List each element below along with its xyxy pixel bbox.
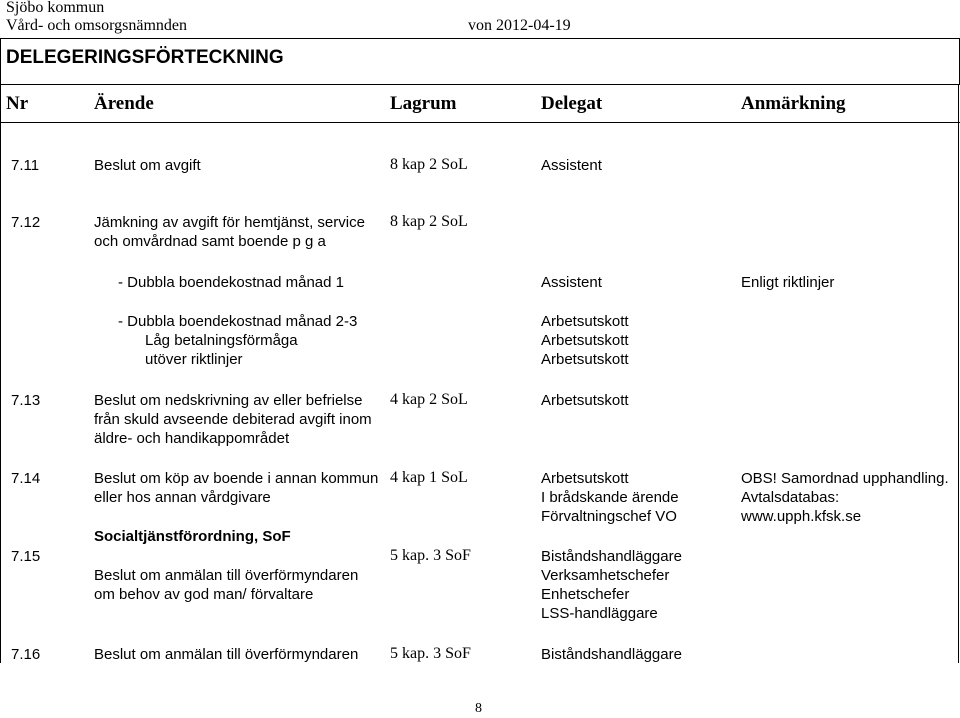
row-7-12a-delegat: Assistent — [541, 274, 602, 291]
row-7-12a-arende: - Dubbla boendekostnad månad 1 — [118, 274, 344, 291]
org-name: Sjöbo kommun — [6, 0, 105, 16]
row-7-12b-arende-line3: utöver riktlinjer — [145, 351, 243, 368]
row-7-12b-arende-line2: Låg betalningsförmåga — [145, 332, 298, 349]
row-7-11-lagrum: 8 kap 2 SoL — [390, 156, 468, 173]
row-7-11-delegat: Assistent — [541, 157, 602, 174]
header-top-border — [0, 84, 960, 85]
body-right-border — [958, 122, 959, 663]
row-7-14-anmarkning-line1: OBS! Samordnad upphandling. — [741, 470, 949, 487]
row-7-14-anmarkning-line3: www.upph.kfsk.se — [741, 508, 862, 525]
row-7-13-arende-line3: äldre- och handikappområdet — [94, 430, 290, 447]
row-7-12-nr: 7.12 — [11, 214, 41, 231]
row-7-14-arende-line1: Beslut om köp av boende i annan kommun — [94, 470, 379, 487]
column-header-anmarkning: Anmärkning — [741, 93, 846, 114]
row-7-14-anmarkning-line2: Avtalsdatabas: — [741, 489, 840, 506]
row-7-15-arende-line1: Beslut om anmälan till överförmyndaren — [94, 567, 359, 584]
row-7-12a-anmarkning: Enligt riktlinjer — [741, 274, 835, 291]
row-7-13-nr: 7.13 — [11, 392, 41, 409]
row-7-14-delegat-line3: Förvaltningschef VO — [541, 508, 677, 525]
row-7-15-delegat-line1: Biståndshandläggare — [541, 548, 682, 565]
document-date: von 2012-04-19 — [468, 17, 571, 34]
header-left-border — [0, 84, 1, 123]
row-7-15-delegat-line3: Enhetschefer — [541, 586, 630, 603]
column-header-nr: Nr — [6, 93, 29, 114]
row-7-12b-delegat-line1: Arbetsutskott — [541, 313, 629, 330]
column-header-lagrum: Lagrum — [390, 93, 457, 114]
row-7-16-delegat: Biståndshandläggare — [541, 646, 682, 663]
row-7-12b-delegat-line2: Arbetsutskott — [541, 332, 629, 349]
board-name: Vård- och omsorgsnämnden — [6, 17, 187, 34]
row-7-13-arende-line1: Beslut om nedskrivning av eller befrielse — [94, 392, 363, 409]
page-number: 8 — [475, 701, 482, 716]
section-heading-sof: Socialtjänstförordning, SoF — [94, 528, 291, 545]
row-7-13-arende-line2: från skuld avseende debiterad avgift inom — [94, 411, 372, 428]
row-7-14-delegat-line1: Arbetsutskott — [541, 470, 629, 487]
row-7-14-delegat-line2: I brådskande ärende — [541, 489, 679, 506]
row-7-15-delegat-line2: Verksamhetschefer — [541, 567, 670, 584]
row-7-15-nr: 7.15 — [11, 548, 41, 565]
body-left-border — [0, 122, 1, 663]
row-7-15-delegat-line4: LSS-handläggare — [541, 605, 658, 622]
column-header-delegat: Delegat — [541, 93, 603, 114]
header-bottom-border — [0, 122, 960, 123]
row-7-15-arende-line2: om behov av god man/ förvaltare — [94, 586, 314, 603]
row-7-11-nr: 7.11 — [11, 157, 40, 174]
document-title: DELEGERINGSFÖRTECKNING — [6, 47, 284, 68]
row-7-14-nr: 7.14 — [11, 470, 41, 487]
column-header-arende: Ärende — [94, 93, 154, 114]
row-7-16-arende: Beslut om anmälan till överförmyndaren — [94, 646, 359, 663]
row-7-12-arende-line2: och omvårdnad samt boende p g a — [94, 233, 326, 250]
row-7-13-delegat: Arbetsutskott — [541, 392, 629, 409]
row-7-13-lagrum: 4 kap 2 SoL — [390, 391, 468, 408]
row-7-12-lagrum: 8 kap 2 SoL — [390, 213, 468, 230]
row-7-12b-delegat-line3: Arbetsutskott — [541, 351, 629, 368]
header-right-border — [958, 84, 959, 123]
row-7-14-arende-line2: eller hos annan vårdgivare — [94, 489, 271, 506]
row-7-16-lagrum: 5 kap. 3 SoF — [390, 645, 471, 662]
row-7-12b-arende-line1: - Dubbla boendekostnad månad 2-3 — [118, 313, 358, 330]
row-7-14-lagrum: 4 kap 1 SoL — [390, 469, 468, 486]
row-7-16-nr: 7.16 — [11, 646, 41, 663]
row-7-12-arende-line1: Jämkning av avgift för hemtjänst, service — [94, 214, 365, 231]
row-7-15-lagrum: 5 kap. 3 SoF — [390, 547, 471, 564]
row-7-11-arende: Beslut om avgift — [94, 157, 201, 174]
